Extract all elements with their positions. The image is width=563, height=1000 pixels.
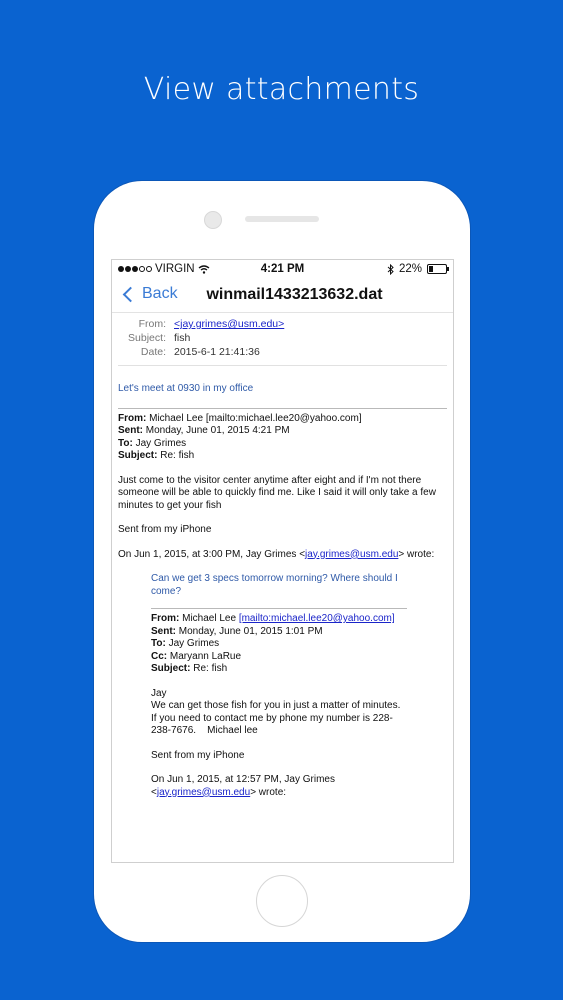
status-bar xyxy=(112,260,453,280)
date-label: Date: xyxy=(140,346,166,358)
quote-wrote-line2: <jay.grimes@usm.edu> wrote: xyxy=(151,786,287,798)
quoted-message xyxy=(151,573,407,799)
home-button[interactable] xyxy=(256,875,308,927)
subject-value: fish xyxy=(174,332,191,344)
quote-subject: Subject: Re: fish xyxy=(151,663,228,674)
nav-bar xyxy=(112,280,453,313)
subject-label: Subject: xyxy=(128,332,166,344)
msg1-from: From: Michael Lee [mailto:michael.lee20@yahoo.com] xyxy=(118,412,362,424)
msg1-sent: Sent: Monday, June 01, 2015 4:21 PM xyxy=(118,425,290,436)
quote-signature: Sent from my iPhone xyxy=(151,749,245,761)
battery-percent: 22% xyxy=(398,263,422,275)
intro-text: Let's meet at 0930 in my office xyxy=(118,383,254,394)
phone-frame xyxy=(94,181,470,942)
quote-cc: Cc: Maryann LaRue xyxy=(151,650,242,662)
email-link[interactable]: jay.grimes@usm.edu xyxy=(156,786,251,798)
msg1-signature: Sent from my iPhone xyxy=(118,524,212,535)
message-header xyxy=(112,313,453,359)
msg1-body: Just come to the visitor center anytime after eight and if I'm not there someone will be able to quickly find me. Like I said it will only take a few minutes to get your fish xyxy=(118,474,436,511)
mailto-link[interactable]: [mailto:michael.lee20@yahoo.com] xyxy=(238,613,395,624)
quote-question: Can we get 3 specs tomorrow morning? Where should I come? xyxy=(151,573,398,597)
quote-greeting: Jay xyxy=(151,687,167,699)
divider xyxy=(151,608,407,609)
from-label: From: xyxy=(138,318,166,330)
camera xyxy=(204,211,222,229)
quote-body: We can get those fish for you in just a matter of minutes. If you need to contact me by phone my number is 228-238-7676. Michael lee xyxy=(151,700,404,736)
phone-screen xyxy=(111,259,454,863)
quote-to: To: Jay Grimes xyxy=(151,638,220,649)
email-link[interactable]: jay.grimes@usm.edu xyxy=(305,548,399,560)
quote-from: From: Michael Lee [mailto:michael.lee20@yahoo.com] xyxy=(151,613,395,624)
bluetooth-icon xyxy=(387,264,394,275)
msg1-subject: Subject: Re: fish xyxy=(118,450,195,461)
divider xyxy=(118,365,447,366)
carrier-label: VIRGIN xyxy=(155,263,195,275)
from-link[interactable]: <jay.grimes@usm.edu> xyxy=(174,318,285,330)
headline: View attachments xyxy=(143,72,420,107)
quote-wrote-line1: On Jun 1, 2015, at 12:57 PM, Jay Grimes xyxy=(151,774,335,785)
speaker xyxy=(245,216,319,222)
msg1-wrote-line: On Jun 1, 2015, at 3:00 PM, Jay Grimes <jay.grimes@usm.edu> wrote: xyxy=(118,548,435,560)
message-body xyxy=(112,383,453,799)
status-time: 4:21 PM xyxy=(260,263,305,275)
date-value: 2015-6-1 21:41:36 xyxy=(174,346,260,358)
battery-icon xyxy=(427,264,447,274)
nav-title: winmail1433213632.dat xyxy=(206,286,383,303)
back-label: Back xyxy=(142,285,178,302)
quote-sent: Sent: Monday, June 01, 2015 1:01 PM xyxy=(151,625,323,637)
msg1-to: To: Jay Grimes xyxy=(118,437,187,449)
divider xyxy=(118,408,447,409)
